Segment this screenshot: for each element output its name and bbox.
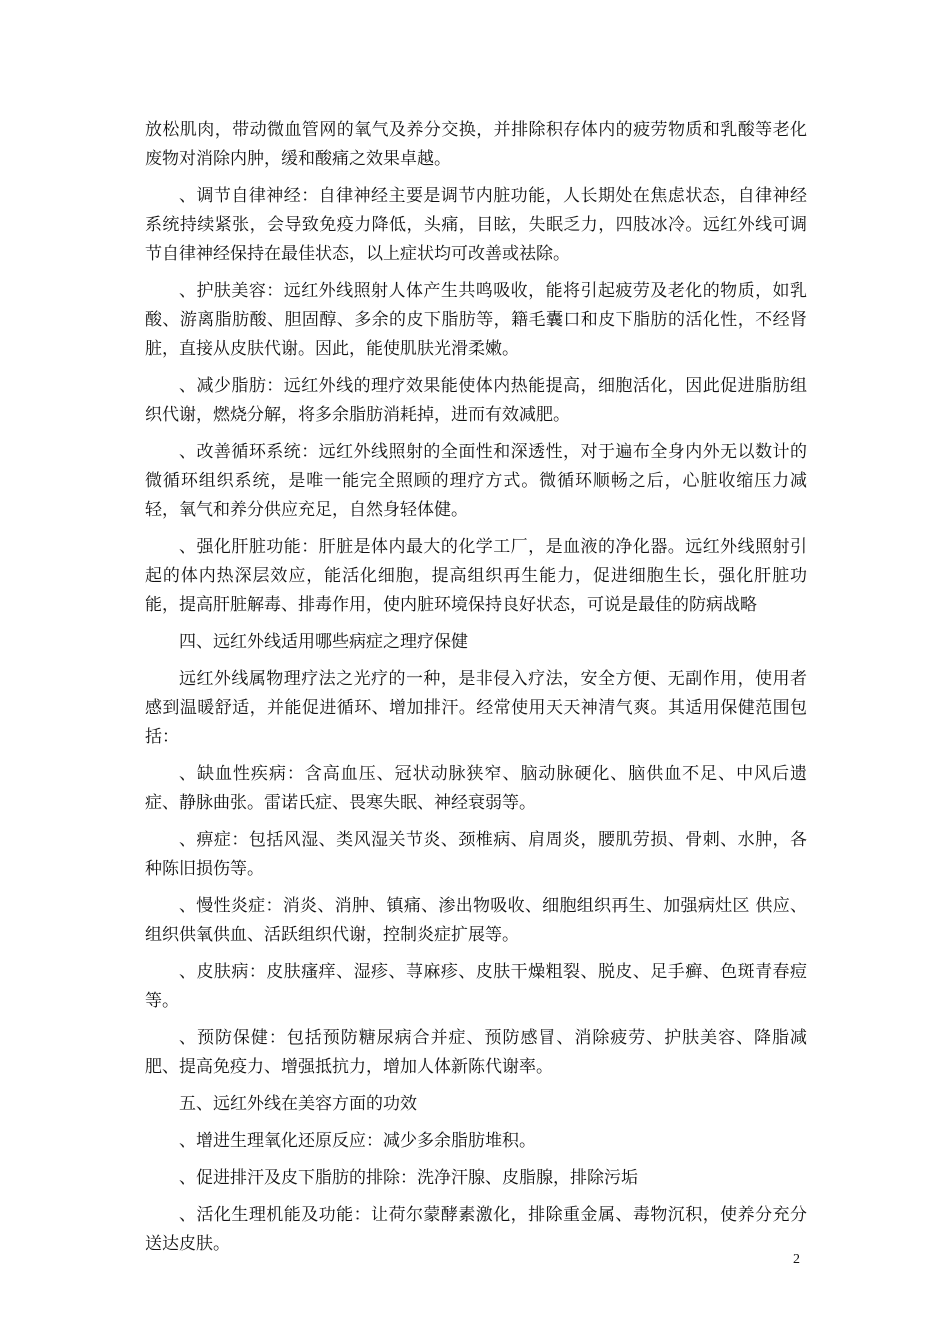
paragraph-sweat: 、促进排汗及皮下脂肪的排除：洗净汗腺、皮脂腺，排除污垢 <box>179 1168 638 1188</box>
section-heading-4: 四、远红外线适用哪些病症之理疗保健 <box>179 632 468 652</box>
paragraph-activation: 、活化生理机能及功能：让荷尔蒙酵素激化，排除重金属、毒物沉积，使养分充分送达皮肤。 <box>145 1205 807 1254</box>
document-body <box>145 116 807 1267</box>
paragraph-skin-disease: 、皮肤病：皮肤瘙痒、湿疹、荨麻疹、皮肤干燥粗裂、脱皮、足手癣、色斑青春痘等。 <box>145 962 807 1011</box>
paragraph-liver-function: 、强化肝脏功能：肝脏是体内最大的化学工厂，是血液的净化器。远红外线照射引起的体内热深层效应，能活化细胞，提高组织再生能力，促进细胞生长，强化肝脏功能，提高肝脏解毒、排毒作用，使内脏环境保持良好状态，可说是最佳的防病战略 <box>145 537 807 615</box>
section-heading-5: 五、远红外线在美容方面的功效 <box>179 1094 417 1114</box>
page-number: 2 <box>793 1252 800 1267</box>
paragraph-reduce-fat: 、减少脂肪：远红外线的理疗效果能使体内热能提高，细胞活化，因此促进脂肪组织代谢，燃烧分解，将多余脂肪消耗掉，进而有效减肥。 <box>145 376 807 425</box>
paragraph-autonomic-nerve: 、调节自律神经：自律神经主要是调节内脏功能，人长期处在焦虑状态，自律神经系统持续紧张，会导致免疫力降低，头痛，目眩，失眠乏力，四肢冰冷。远红外线可调节自律神经保持在最佳状态，以上症状均可改善或祛除。 <box>145 186 807 264</box>
paragraph-chronic-inflammation: 、慢性炎症：消炎、消肿、镇痛、渗出物吸收、细胞组织再生、加强病灶区 供应、组织供氧供血、活跃组织代谢，控制炎症扩展等。 <box>145 896 807 945</box>
paragraph-circulation: 、改善循环系统：远红外线照射的全面性和深透性，对于遍布全身内外无以数计的微循环组织系统，是唯一能完全照顾的理疗方式。微循环顺畅之后，心脏收缩压力减轻，氧气和养分供应充足，自然身轻体健。 <box>145 442 807 520</box>
paragraph-oxidation: 、增进生理氧化还原反应：减少多余脂肪堆积。 <box>179 1131 536 1151</box>
paragraph-skin-care: 、护肤美容：远红外线照射人体产生共鸣吸收，能将引起疲劳及老化的物质，如乳酸、游离脂肪酸、胆固醇、多余的皮下脂肪等，籍毛囊口和皮下脂肪的活化性，不经肾脏，直接从皮肤代谢。因此，能使肌肤光滑柔嫩。 <box>145 281 807 359</box>
paragraph-arthralgia: 、痹症：包括风湿、类风湿关节炎、颈椎病、肩周炎，腰肌劳损、骨刺、水肿，各种陈旧损伤等。 <box>145 830 807 879</box>
paragraph-prevention: 、预防保健：包括预防糖尿病合并症、预防感冒、消除疲劳、护肤美容、降脂减肥、提高免疫力、增强抵抗力，增加人体新陈代谢率。 <box>145 1028 807 1077</box>
paragraph-muscle-relaxation: 放松肌肉，带动微血管网的氧气及养分交换，并排除积存体内的疲劳物质和乳酸等老化废物对消除内肿，缓和酸痛之效果卓越。 <box>145 120 807 169</box>
paragraph-ischemic-disease: 、缺血性疾病：含高血压、冠状动脉狭窄、脑动脉硬化、脑供血不足、中风后遗症、静脉曲张。雷诺氏症、畏寒失眠、神经衰弱等。 <box>145 764 807 813</box>
paragraph-physical-therapy: 远红外线属物理疗法之光疗的一种，是非侵入疗法，安全方便、无副作用，使用者感到温暖舒适，并能促进循环、增加排汗。经常使用天天神清气爽。其适用保健范围包括： <box>145 669 807 747</box>
